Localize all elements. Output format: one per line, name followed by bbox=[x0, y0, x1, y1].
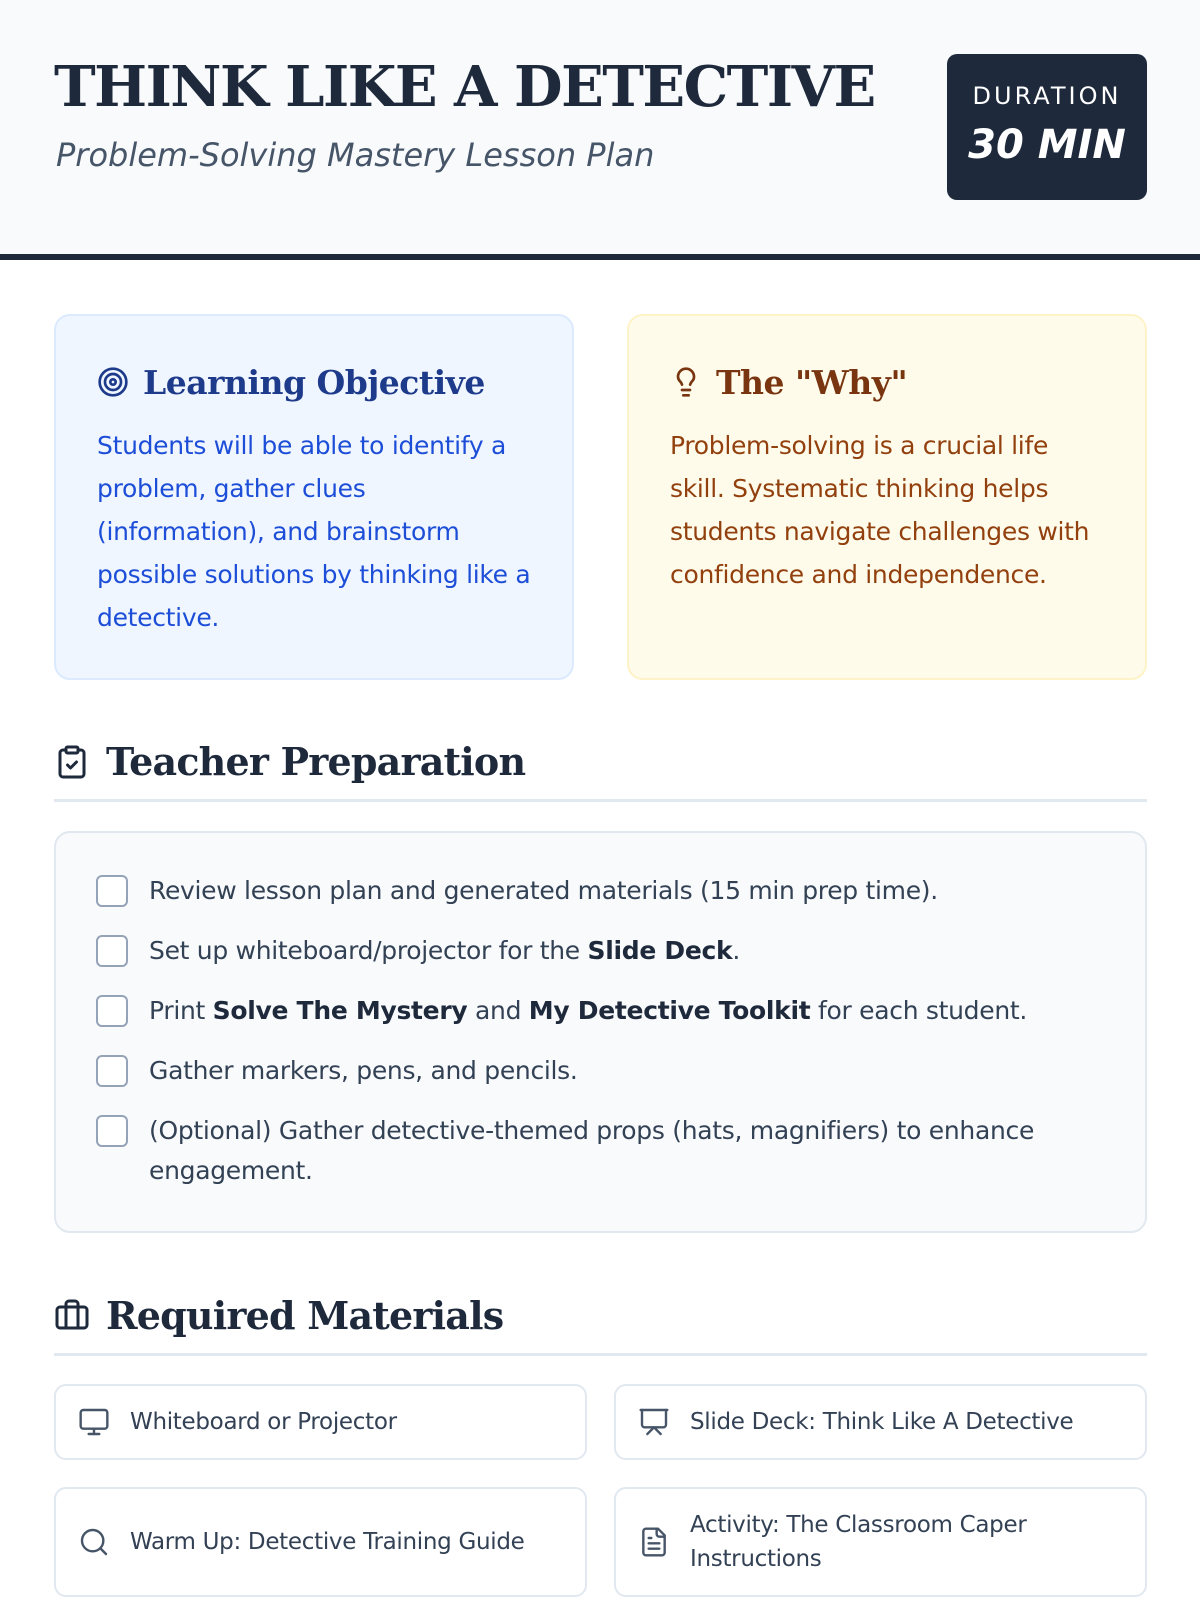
lesson-header bbox=[0, 0, 1200, 260]
checklist-checkbox[interactable] bbox=[96, 935, 128, 967]
lightbulb-icon bbox=[670, 366, 702, 398]
checklist-item-emphasis: Slide Deck bbox=[587, 936, 733, 965]
checklist-item-text bbox=[149, 871, 938, 911]
page-title: THINK LIKE A DETECTIVE bbox=[54, 54, 875, 120]
teacher-preparation-heading: Teacher Preparation bbox=[106, 739, 526, 784]
checklist-item bbox=[96, 1051, 1105, 1091]
why-text: Problem-solving is a crucial life skill. Systematic thinking helps students navigate challenges with confidence and independence. bbox=[670, 431, 1090, 589]
material-label: Activity: The Classroom Caper Instructions bbox=[690, 1512, 1027, 1572]
required-materials-heading: Required Materials bbox=[106, 1293, 504, 1338]
search-icon bbox=[78, 1526, 110, 1558]
material-item bbox=[54, 1487, 587, 1597]
checklist-item-fragment: Review lesson plan and generated materials (15 min prep time). bbox=[149, 876, 938, 905]
page-subtitle: Problem-Solving Mastery Lesson Plan bbox=[56, 136, 655, 174]
checklist-item-fragment: . bbox=[732, 936, 740, 965]
checklist-item bbox=[96, 991, 1105, 1031]
checklist-item-text bbox=[149, 1051, 578, 1091]
monitor-icon bbox=[78, 1406, 110, 1438]
checklist-checkbox[interactable] bbox=[96, 875, 128, 907]
checklist-item bbox=[96, 1111, 1105, 1191]
checklist-checkbox[interactable] bbox=[96, 995, 128, 1027]
checklist-item-fragment: Print bbox=[149, 996, 213, 1025]
checklist-checkbox[interactable] bbox=[96, 1115, 128, 1147]
material-item bbox=[54, 1384, 587, 1460]
preparation-checklist bbox=[54, 831, 1147, 1233]
why-card bbox=[627, 314, 1147, 680]
duration-badge bbox=[947, 54, 1147, 200]
why-heading: The "Why" bbox=[716, 362, 908, 402]
learning-objective-text: Students will be able to identify a problem, gather clues (information), and brainstorm possible solutions by thinking like a detective. bbox=[97, 431, 531, 632]
learning-objective-heading: Learning Objective bbox=[143, 362, 485, 402]
checklist-item-emphasis: Solve The Mystery bbox=[212, 996, 468, 1025]
learning-objective-card bbox=[54, 314, 574, 680]
checklist-item-fragment: Gather markers, pens, and pencils. bbox=[149, 1056, 578, 1085]
briefcase-icon bbox=[54, 1298, 90, 1334]
material-item bbox=[614, 1384, 1147, 1460]
presentation-icon bbox=[638, 1406, 670, 1438]
material-label: Slide Deck: Think Like A Detective bbox=[690, 1409, 1074, 1435]
checklist-item-fragment: Set up whiteboard/projector for the bbox=[149, 936, 588, 965]
clipboard-check-icon bbox=[54, 744, 90, 780]
checklist-item-fragment: (Optional) Gather detective-themed props (hats, magnifiers) to enhance engagement. bbox=[149, 1116, 1035, 1185]
duration-value: 30 MIN bbox=[968, 122, 1126, 168]
checklist-checkbox[interactable] bbox=[96, 1055, 128, 1087]
checklist-item-text bbox=[149, 931, 740, 971]
required-materials-section-header bbox=[54, 1278, 1147, 1356]
checklist-item bbox=[96, 931, 1105, 971]
checklist-item-text bbox=[149, 1111, 1105, 1191]
target-icon bbox=[97, 366, 129, 398]
checklist-item-text bbox=[149, 991, 1027, 1031]
document-icon bbox=[638, 1526, 670, 1558]
duration-label: DURATION bbox=[972, 82, 1122, 110]
checklist-item-emphasis: My Detective Toolkit bbox=[528, 996, 811, 1025]
material-label: Whiteboard or Projector bbox=[130, 1409, 397, 1435]
checklist-item-fragment: for each student. bbox=[810, 996, 1028, 1025]
material-label: Warm Up: Detective Training Guide bbox=[130, 1529, 525, 1555]
teacher-preparation-section-header bbox=[54, 724, 1147, 802]
checklist-item bbox=[96, 871, 1105, 911]
material-item bbox=[614, 1487, 1147, 1597]
checklist-item-fragment: and bbox=[467, 996, 529, 1025]
